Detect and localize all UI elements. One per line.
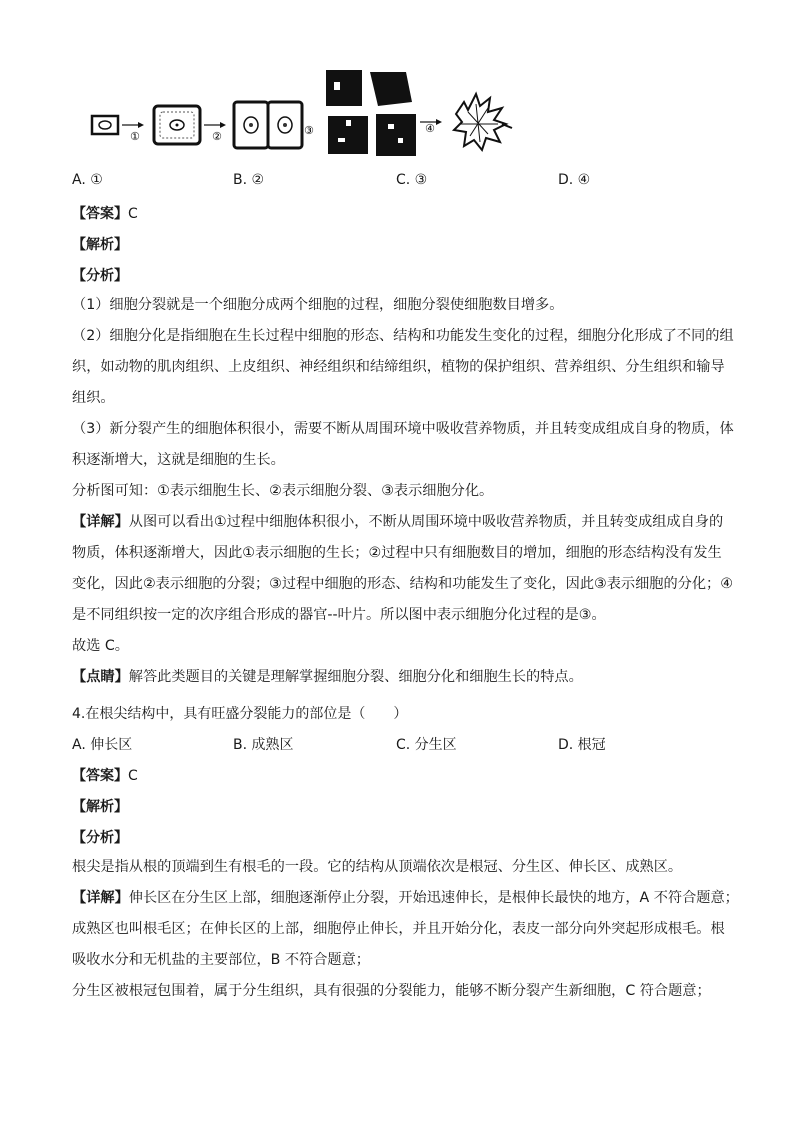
q3-p1: （1）细胞分裂就是一个细胞分成两个细胞的过程，细胞分裂使细胞数目增多。 xyxy=(72,297,564,313)
q4-detail-line: 分生区被根冠包围着，属于分生组织，具有很强的分裂能力，能够不断分裂产生新细胞，C 符合题意； xyxy=(72,983,711,999)
q4-fenxi-heading: 【分析】 xyxy=(72,830,128,846)
q4-analysis xyxy=(72,852,739,1007)
q3-p4: 分析图可知：①表示细胞生长、②表示细胞分裂、③表示细胞分化。 xyxy=(72,483,494,499)
q4-detail-line: 吸收水分和无机盐的主要部位，B 不符合题意； xyxy=(72,952,370,968)
label-3: ③ xyxy=(304,124,314,137)
small-cell xyxy=(92,116,118,134)
q3-option-b: B. ② xyxy=(233,172,265,188)
q3-answer: 【答案】C xyxy=(72,206,138,222)
label-2: ② xyxy=(212,130,222,143)
label-4: ④ xyxy=(425,122,435,135)
q3-jiexi-heading: 【解析】 xyxy=(72,237,128,253)
q3-dianjing: 【点睛】解答此类题目的关键是理解掌握细胞分裂、细胞分化和细胞生长的特点。 xyxy=(72,669,583,685)
q4-option-d: D. 根冠 xyxy=(558,737,606,753)
q4-jiexi-heading: 【解析】 xyxy=(72,799,128,815)
q4-p1: 根尖是指从根的顶端到生有根毛的一段。它的结构从顶端依次是根冠、分生区、伸长区、成熟区。 xyxy=(72,859,683,875)
q3-detail-line: 是不同组织按一定的次序组合形成的器官--叶片。所以图中表示细胞分化过程的是③。 xyxy=(72,607,606,623)
q3-detail-line: 物质，体积逐渐增大，因此①表示细胞的生长；②过程中只有细胞数目的增加，细胞的形态结构没有发生 xyxy=(72,545,722,561)
cell-process-figure xyxy=(84,58,524,168)
q3-detail-line: 【详解】从图可以看出①过程中细胞体积很小，不断从周围环境中吸收营养物质，并且转变成组成自身的 xyxy=(72,514,724,530)
q3-option-a: A. ① xyxy=(72,172,103,188)
tissues xyxy=(326,70,416,156)
q4-option-a: A. 伸长区 xyxy=(72,737,133,753)
q3-detail-line: 变化，因此②表示细胞的分裂；③过程中细胞的形态、结构和功能发生了变化，因此③表示细胞的分化；④ xyxy=(72,576,733,592)
q3-p2-line: （2）细胞分化是指细胞在生长过程中细胞的形态、结构和功能发生变化的过程，细胞分化形成了不同的组 xyxy=(72,328,734,344)
leaf-icon xyxy=(454,94,512,150)
q3-p2-line: 织，如动物的肌肉组织、上皮组织、神经组织和结缔组织，植物的保护组织、营养组织、分生组织和输导 xyxy=(72,359,725,375)
q3-p3-line: 积逐渐增大，这就是细胞的生长。 xyxy=(72,452,285,468)
q3-analysis xyxy=(72,290,734,693)
q3-p3-line: （3）新分裂产生的细胞体积很小，需要不断从周围环境中吸收营养物质，并且转变成组成自身的物质，体 xyxy=(72,421,734,437)
q4-detail-line: 成熟区也叫根毛区；在伸长区的上部，细胞停止伸长，并且开始分化，表皮一部分向外突起形成根毛。根 xyxy=(72,921,725,937)
q3-choose: 故选 C。 xyxy=(72,638,129,654)
q4-question: 4.在根尖结构中，具有旺盛分裂能力的部位是（ ） xyxy=(72,706,408,722)
q4-detail-line: 【详解】伸长区在分生区上部，细胞逐渐停止分裂，开始迅速伸长，是根伸长最快的地方，A 不符合题意； xyxy=(72,890,739,906)
q3-fenxi-heading: 【分析】 xyxy=(72,268,128,284)
q3-option-c: C. ③ xyxy=(396,172,428,188)
grown-cell xyxy=(154,106,200,144)
q3-option-d: D. ④ xyxy=(558,172,591,188)
q4-answer: 【答案】C xyxy=(72,768,138,784)
divided-cells xyxy=(234,102,302,148)
q3-p2-line: 组织。 xyxy=(72,390,115,406)
label-1: ① xyxy=(130,130,140,143)
q4-option-c: C. 分生区 xyxy=(396,737,457,753)
q4-option-b: B. 成熟区 xyxy=(233,737,294,753)
